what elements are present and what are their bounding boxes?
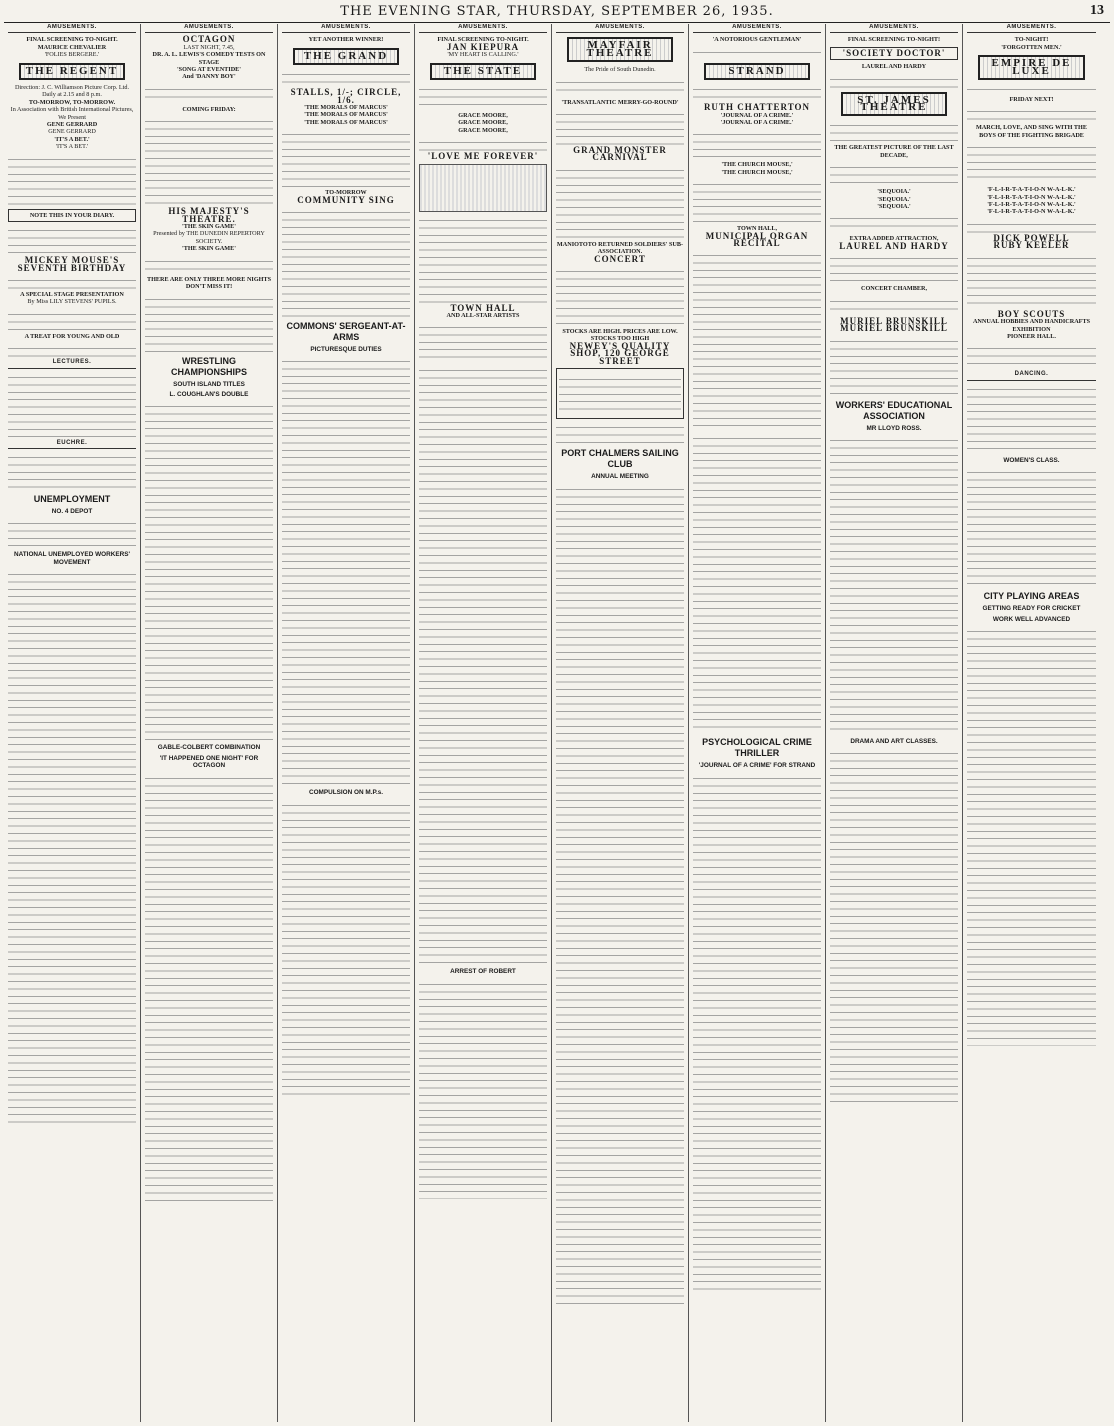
text-block bbox=[8, 518, 136, 548]
text-block bbox=[967, 106, 1096, 122]
skin-game: 'THE SKIN GAME' bbox=[182, 223, 236, 231]
column-2 bbox=[141, 24, 278, 1422]
text-block bbox=[556, 422, 684, 444]
unemployment-headline: UNEMPLOYMENT bbox=[33, 493, 111, 504]
double-sub: L. COUGHLAN'S DOUBLE bbox=[169, 390, 249, 398]
playing-areas-headline: CITY PLAYING AREAS bbox=[983, 591, 1080, 602]
text-block bbox=[419, 215, 547, 303]
wrestling-headline: WRESTLING CHAMPIONSHIPS bbox=[170, 355, 247, 377]
amusements-heading: AMUSEMENTS. bbox=[830, 24, 958, 33]
concert: CONCERT bbox=[594, 253, 646, 264]
maniototo: MANIOTOTO RETURNED SOLDIERS' SUB-ASSOCIATION. bbox=[556, 240, 684, 256]
column-5 bbox=[552, 24, 689, 1422]
film-still-image bbox=[419, 164, 547, 212]
friday-next: FRIDAY NEXT! bbox=[1009, 96, 1054, 104]
text-block bbox=[830, 253, 958, 283]
picturesque-sub: PICTURESQUE DUTIES bbox=[310, 346, 382, 354]
regent-direction: Direction: J. C. Williamson Picture Corp. Ltd. Daily at 2.15 and 8 p.m. bbox=[14, 84, 130, 99]
dancing-heading: DANCING. bbox=[967, 371, 1096, 380]
journal-crime: 'JOURNAL OF A CRIME.' bbox=[720, 111, 794, 119]
empire-logo: EMPIRE DE LUXE bbox=[978, 55, 1085, 80]
text-block bbox=[693, 250, 821, 430]
text-block bbox=[830, 296, 958, 316]
text-block bbox=[8, 343, 136, 357]
masthead-title: THE EVENING STAR, THURSDAY, SEPTEMBER 26, 1935. bbox=[340, 3, 774, 19]
mickey-birthday: MICKEY MOUSE'S SEVENTH BIRTHDAY bbox=[17, 255, 127, 273]
pioneer-hall: PIONEER HALL. bbox=[1007, 332, 1056, 340]
column-8 bbox=[963, 24, 1100, 1422]
text-block bbox=[967, 253, 1096, 309]
newey-shop: NEWEY'S QUALITY SHOP, 120 GEORGE STREET bbox=[569, 340, 671, 366]
amusements-heading: AMUSEMENTS. bbox=[967, 24, 1096, 33]
skin-game-2: 'THE SKIN GAME' bbox=[182, 245, 236, 253]
regent-screening: FINAL SCREENING TO-NIGHT. bbox=[26, 36, 118, 44]
commons-headline: COMMONS' SERGEANT-AT-ARMS bbox=[286, 321, 406, 343]
text-block bbox=[967, 626, 1096, 1046]
flirtation-walk-2: 'F-L-I-R-T-A-T-I-O-N W-A-L-K.' bbox=[987, 193, 1076, 201]
pupils: By Miss LILY STEVENS' PUPILS. bbox=[27, 298, 117, 306]
community-sing: COMMUNITY SING bbox=[297, 194, 395, 205]
coming-friday: COMING FRIDAY: bbox=[182, 105, 236, 113]
handicrafts: ANNUAL HOBBIES AND HANDICRAFTS EXHIBITION bbox=[972, 318, 1091, 333]
annual-meeting-sub: ANNUAL MEETING bbox=[591, 473, 649, 481]
regent-star: MAURICE CHEVALIER bbox=[37, 43, 107, 51]
morals-marcus-2: 'THE MORALS OF MARCUS' bbox=[304, 111, 388, 119]
boy-scouts: BOY SCOUTS bbox=[997, 308, 1066, 319]
octagon-lastnight: LAST NIGHT, 7.45, bbox=[183, 43, 235, 51]
euchre-heading: EUCHRE. bbox=[8, 440, 136, 449]
song-at-eventide: 'SONG AT EVENTIDE' bbox=[176, 66, 242, 74]
text-block bbox=[830, 213, 958, 233]
extra-attraction: EXTRA ADDED ATTRACTION, bbox=[849, 235, 939, 243]
text-block bbox=[559, 374, 681, 414]
text-block bbox=[967, 384, 1096, 454]
church-mouse-2: 'THE CHURCH MOUSE,' bbox=[721, 168, 793, 176]
comedy-tests: DR. A. L. LEWIS'S COMEDY TESTS ON STAGE bbox=[152, 51, 266, 66]
state-final: FINAL SCREENING TO-NIGHT! bbox=[847, 36, 941, 44]
text-block bbox=[145, 294, 273, 352]
text-block bbox=[145, 84, 273, 104]
its-a-bet-2: 'IT'S A BET.' bbox=[55, 143, 89, 151]
yet-another-winner: YET ANOTHER WINNER! bbox=[308, 36, 384, 44]
muriel-brunskill: MURIEL BRUNSKILL bbox=[840, 315, 948, 326]
text-block bbox=[8, 372, 136, 438]
amusements-heading: AMUSEMENTS. bbox=[693, 24, 821, 33]
forgotten-men: 'FORGOTTEN MEN.' bbox=[1001, 43, 1062, 51]
sequoia-3: 'SEQUOIA.' bbox=[877, 203, 911, 211]
text-block bbox=[967, 142, 1096, 184]
regent-assoc: In Association with British International Pictures, We Present bbox=[10, 106, 134, 121]
womens-class-sub: WOMEN'S CLASS. bbox=[1003, 456, 1060, 464]
movement-sub: NATIONAL UNEMPLOYED WORKERS' MOVEMENT bbox=[14, 551, 130, 566]
presented-by: Presented by THE DUNEDIN REPERTORY SOCIETY. bbox=[153, 230, 265, 245]
arrest-sub: ARREST OF ROBERT bbox=[450, 968, 516, 976]
text-block bbox=[830, 120, 958, 142]
text-block bbox=[967, 343, 1096, 369]
treat: A TREAT FOR YOUNG AND OLD bbox=[24, 332, 120, 340]
regent-logo: THE REGENT bbox=[19, 63, 125, 80]
state-logo: THE STATE bbox=[430, 63, 536, 80]
text-block bbox=[282, 207, 410, 317]
flirtation-walk: 'F-L-I-R-T-A-T-I-O-N W-A-L-K.' bbox=[987, 186, 1076, 194]
text-block bbox=[145, 116, 273, 206]
text-block bbox=[830, 74, 958, 88]
morals-marcus-3: 'THE MORALS OF MARCUS' bbox=[304, 118, 388, 126]
state-screening: FINAL SCREENING TO-NIGHT. bbox=[437, 36, 529, 44]
danny-boy: And 'DANNY BOY' bbox=[182, 73, 236, 81]
my-heart-calling: 'MY HEART IS CALLING.' bbox=[447, 51, 519, 59]
newspaper-columns bbox=[4, 24, 1110, 1422]
text-block bbox=[8, 275, 136, 289]
drama-sub: DRAMA AND ART CLASSES. bbox=[850, 737, 938, 745]
text-block bbox=[830, 336, 958, 396]
tonight: TO-NIGHT! bbox=[1014, 36, 1049, 44]
text-block bbox=[282, 129, 410, 187]
strand-logo: STRAND bbox=[704, 63, 810, 80]
ruth-chatterton: RUTH CHATTERTON bbox=[703, 102, 811, 113]
masthead bbox=[0, 0, 1114, 22]
laurel-hardy-2: LAUREL AND HARDY bbox=[839, 240, 949, 251]
text-block bbox=[282, 800, 410, 1100]
diary-note: NOTE THIS IN YOUR DIARY. bbox=[8, 209, 136, 222]
amusements-heading: AMUSEMENTS. bbox=[145, 24, 273, 33]
text-block bbox=[830, 162, 958, 186]
dick-powell: DICK POWELL bbox=[993, 232, 1070, 243]
amusements-heading: AMUSEMENTS. bbox=[8, 24, 136, 33]
text-block bbox=[556, 165, 684, 239]
amusements-heading: AMUSEMENTS. bbox=[282, 24, 410, 33]
masthead-rule bbox=[4, 22, 1110, 23]
text-block bbox=[419, 322, 547, 362]
town-hall-organ: TOWN HALL, bbox=[736, 225, 778, 233]
column-3 bbox=[278, 24, 415, 1422]
column-4 bbox=[415, 24, 552, 1422]
st-james-logo: ST. JAMES THEATRE bbox=[841, 92, 947, 117]
text-block bbox=[419, 365, 547, 965]
mayfair-pride: The Pride of South Dunedin. bbox=[584, 66, 656, 74]
amusements-heading: AMUSEMENTS. bbox=[419, 24, 547, 33]
text-block bbox=[830, 435, 958, 735]
regent-tomorrow: TO-MORROW, TO-MORROW. bbox=[28, 98, 116, 106]
text-block bbox=[967, 84, 1096, 94]
morals-marcus: 'THE MORALS OF MARCUS' bbox=[304, 104, 388, 112]
journal-crime-2: 'JOURNAL OF A CRIME.' bbox=[720, 119, 794, 127]
sequoia-2: 'SEQUOIA.' bbox=[877, 195, 911, 203]
column-7 bbox=[826, 24, 963, 1422]
muriel-brunskill-2: MURIEL BRUNSKILL bbox=[840, 323, 948, 334]
notorious-gentleman: 'A NOTORIOUS GENTLEMAN' bbox=[712, 36, 802, 44]
column-6 bbox=[689, 24, 826, 1422]
text-block bbox=[967, 219, 1096, 233]
column-1 bbox=[4, 24, 141, 1422]
journal-strand-sub: 'JOURNAL OF A CRIME' FOR STRAND bbox=[698, 762, 816, 770]
society-doctor: 'SOCIETY DOCTOR' bbox=[830, 47, 958, 60]
text-block bbox=[967, 467, 1096, 587]
text-block bbox=[282, 69, 410, 87]
flirtation-walk-4: 'F-L-I-R-T-A-T-I-O-N W-A-L-K.' bbox=[987, 208, 1076, 216]
text-block bbox=[419, 979, 547, 1199]
text-block bbox=[556, 77, 684, 97]
greatest-picture: THE GREATEST PICTURE OF THE LAST DECADE, bbox=[834, 144, 954, 159]
text-block bbox=[419, 84, 547, 110]
text-block bbox=[282, 356, 410, 786]
cricket-sub: GETTING READY FOR CRICKET bbox=[982, 605, 1081, 613]
majesty-theatre: HIS MAJESTY'S THEATRE. bbox=[168, 206, 250, 224]
special-presentation: A SPECIAL STAGE PRESENTATION bbox=[20, 290, 124, 298]
happened-sub: 'IT HAPPENED ONE NIGHT' FOR OCTAGON bbox=[159, 754, 259, 770]
text-block bbox=[693, 84, 821, 102]
sequoia: 'SEQUOIA.' bbox=[877, 188, 911, 196]
text-block bbox=[419, 137, 547, 151]
all-star-artists: AND ALL-STAR ARTISTS bbox=[446, 312, 520, 320]
grace-moore-2: GRACE MOORE, bbox=[458, 119, 508, 127]
workers-headline: WORKERS' EDUCATIONAL ASSOCIATION bbox=[835, 399, 953, 421]
organ-recital: MUNICIPAL ORGAN RECITAL bbox=[705, 230, 809, 249]
advanced-sub: WORK WELL ADVANCED bbox=[992, 615, 1071, 623]
gable-sub: GABLE-COLBERT COMBINATION bbox=[157, 744, 261, 752]
gene-gerrard-2: GENE GERRARD bbox=[48, 128, 96, 136]
text-block bbox=[556, 484, 684, 1304]
text-block bbox=[8, 225, 136, 255]
lloyd-ross-sub: MR LLOYD ROSS. bbox=[866, 424, 922, 432]
text-block bbox=[693, 129, 821, 159]
port-chalmers-headline: PORT CHALMERS SAILING CLUB bbox=[561, 448, 679, 470]
text-block bbox=[145, 773, 273, 1203]
text-block bbox=[8, 154, 136, 206]
laurel-hardy: LAUREL AND HARDY bbox=[861, 63, 927, 71]
love-me-forever: 'LOVE ME FOREVER' bbox=[427, 151, 539, 162]
grace-moore: GRACE MOORE, bbox=[458, 112, 508, 120]
page-number: 13 bbox=[1090, 3, 1104, 18]
lectures-heading: LECTURES. bbox=[8, 359, 136, 368]
text-block bbox=[8, 452, 136, 490]
text-block bbox=[556, 109, 684, 145]
concert-chamber: CONCERT CHAMBER, bbox=[860, 285, 928, 293]
transatlantic: 'TRANSATLANTIC MERRY-GO-ROUND' bbox=[561, 98, 679, 106]
psych-thriller-headline: PSYCHOLOGICAL CRIME THRILLER bbox=[702, 737, 812, 759]
flirtation-walk-3: 'F-L-I-R-T-A-T-I-O-N W-A-L-K.' bbox=[987, 201, 1076, 209]
dont-miss: DON'T MISS IT! bbox=[185, 283, 233, 291]
text-block bbox=[693, 179, 821, 223]
monster-carnival: GRAND MONSTER CARNIVAL bbox=[573, 145, 667, 163]
text-block bbox=[8, 569, 136, 1129]
stalls-circle: STALLS, 1/-; CIRCLE, 1/6. bbox=[290, 87, 402, 105]
stocks-banner: STOCKS ARE HIGH. PRICES ARE LOW. STOCKS TOO HIGH bbox=[562, 328, 678, 343]
newey-ad-box bbox=[556, 368, 684, 419]
sunday-tomorrow: TO-MORROW bbox=[325, 189, 367, 197]
regent-film: 'FOLIES BERGERE.' bbox=[44, 51, 100, 59]
gene-gerrard: GENE GERRARD bbox=[46, 121, 98, 129]
text-block bbox=[556, 266, 684, 326]
text-block bbox=[693, 47, 821, 59]
text-block bbox=[830, 748, 958, 1108]
text-block bbox=[693, 433, 821, 733]
three-nights: THERE ARE ONLY THREE MORE NIGHTS bbox=[146, 275, 272, 283]
compulsion-sub: COMPULSION ON M.P.s. bbox=[308, 789, 384, 797]
church-mouse: 'THE CHURCH MOUSE,' bbox=[721, 161, 793, 169]
its-a-bet: 'IT'S A BET.' bbox=[54, 135, 90, 143]
jan-kiepura: JAN KIEPURA bbox=[446, 41, 520, 52]
octagon-title: OCTAGON bbox=[182, 34, 236, 45]
mayfair-logo: MAYFAIR THEATRE bbox=[567, 37, 673, 62]
ruby-keeler: RUBY KEELER bbox=[993, 240, 1070, 251]
text-block bbox=[145, 256, 273, 274]
town-hall: TOWN HALL bbox=[450, 302, 516, 313]
titles-sub: SOUTH ISLAND TITLES bbox=[173, 380, 245, 388]
amusements-heading: AMUSEMENTS. bbox=[556, 24, 684, 33]
text-block bbox=[8, 309, 136, 331]
grand-logo: THE GRAND bbox=[293, 48, 399, 65]
depot-sub: NO. 4 DEPOT bbox=[51, 507, 93, 515]
text-block bbox=[145, 401, 273, 741]
march-love-sing: MARCH, LOVE, AND SING WITH THE BOYS OF THE FIGHTING BRIGADE bbox=[976, 124, 1087, 139]
text-block bbox=[693, 773, 821, 1293]
grace-moore-3: GRACE MOORE, bbox=[458, 126, 508, 134]
